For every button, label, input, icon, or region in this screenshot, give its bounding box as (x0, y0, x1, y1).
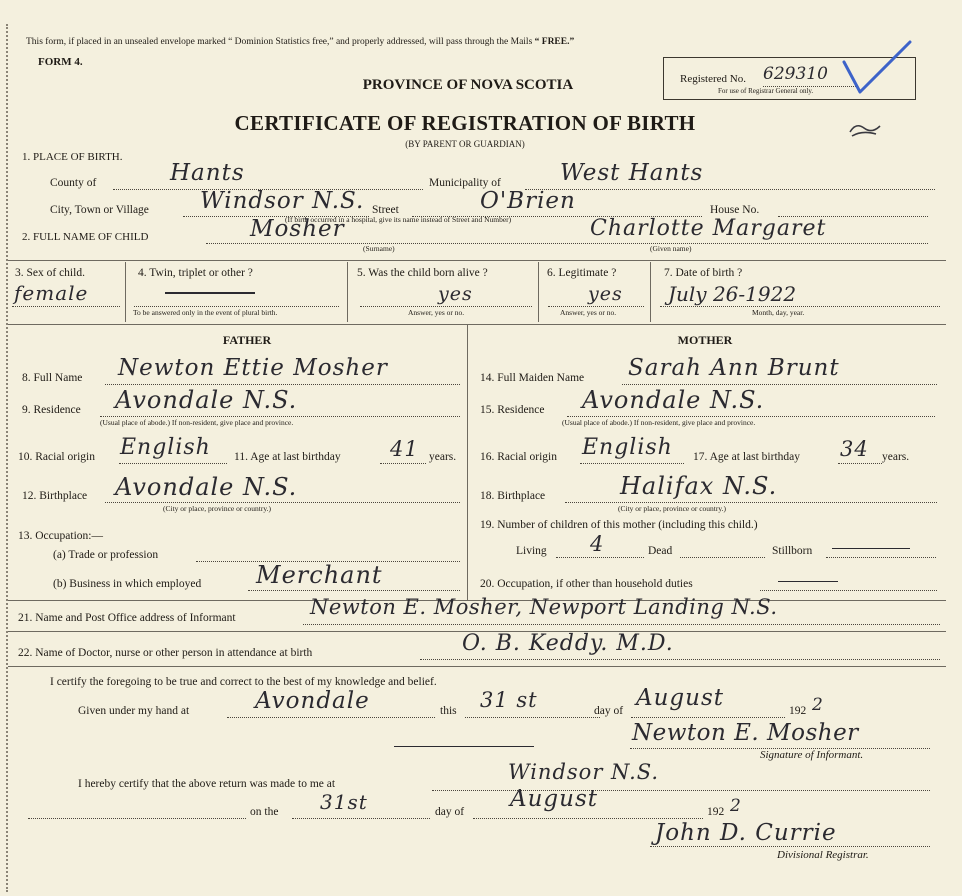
house-number-label: House No. (710, 204, 760, 216)
form-number: FORM 4. (38, 56, 83, 68)
given-day-value: 31 st (480, 688, 538, 712)
mother-racial-value: English (582, 435, 673, 460)
street-label: Street (372, 204, 399, 216)
children-count-label: 19. Number of children of this mother (including this child.) (480, 519, 758, 531)
father-heading: FATHER (222, 333, 272, 347)
informant-value: Newton E. Mosher, Newport Landing N.S. (310, 595, 778, 619)
father-residence-label: 9. Residence (22, 404, 81, 416)
registrar-day-of-label: day of (435, 806, 465, 818)
this-label: this (440, 705, 457, 717)
city-label: City, Town or Village (50, 204, 149, 216)
legitimate-value: yes (588, 283, 623, 305)
registered-label: Registered No. (680, 73, 746, 85)
registered-number: 629310 (763, 64, 828, 84)
mother-birthplace-note: (City or place, province or country.) (618, 504, 727, 513)
registrar-place-value: Windsor N.S. (508, 760, 660, 784)
informant-signature-caption: Signature of Informant. (760, 749, 864, 761)
given-year-prefix: 192 (789, 705, 807, 717)
father-birthplace-label: 12. Birthplace (22, 490, 88, 502)
registrar-certify-label: I hereby certify that the above return was made to me at (78, 778, 336, 790)
mother-residence-value: Avondale N.S. (582, 386, 765, 414)
place-of-birth-label: 1. PLACE OF BIRTH. (22, 151, 123, 163)
registrar-on-the-label: on the (250, 806, 279, 818)
left-margin-edge (6, 24, 8, 892)
mother-name-value: Sarah Ann Brunt (628, 355, 840, 381)
living-value: 4 (590, 532, 605, 556)
legitimate-label: 6. Legitimate ? (547, 267, 617, 279)
municipality-value: West Hants (560, 160, 704, 186)
mother-name-label: 14. Full Maiden Name (480, 372, 585, 384)
father-racial-label: 10. Racial origin (18, 451, 95, 463)
mother-age-unit: years. (882, 451, 910, 463)
mother-occupation-label: 20. Occupation, if other than household duties (480, 578, 693, 590)
surname-caption: (Surname) (363, 244, 395, 253)
certify-statement: I certify the foregoing to be true and correct to the best of my knowledge and belief. (50, 676, 437, 688)
father-residence-note: (Usual place of abode.) If non-resident, give place and province. (100, 418, 294, 427)
mother-residence-note: (Usual place of abode.) If non-resident, give place and province. (562, 418, 756, 427)
alive-label: 5. Was the child born alive ? (357, 267, 488, 279)
mother-birthplace-value: Halifax N.S. (620, 472, 778, 500)
dob-label: 7. Date of birth ? (664, 267, 743, 279)
clip-mark-icon (846, 120, 884, 140)
registrar-year-value: 2 (730, 796, 742, 816)
registrar-use-note: For use of Registrar General only. (718, 87, 814, 95)
sex-value: female (14, 281, 89, 305)
child-given-name: Charlotte Margaret (590, 216, 827, 241)
business-value: Merchant (256, 561, 383, 589)
legitimate-note: Answer, yes or no. (560, 308, 617, 317)
father-name-value: Newton Ettie Mosher (118, 355, 388, 381)
registrar-caption: Divisional Registrar. (777, 849, 869, 861)
informant-signature: Newton E. Mosher (632, 720, 859, 746)
county-value: Hants (170, 160, 245, 186)
dob-value: July 26-1922 (668, 282, 797, 306)
mother-residence-label: 15. Residence (480, 404, 545, 416)
alive-note: Answer, yes or no. (408, 308, 465, 317)
registrar-day-value: 31st (320, 790, 368, 814)
stillborn-label: Stillborn (772, 545, 813, 557)
living-label: Living (516, 545, 547, 557)
father-age-value: 41 (390, 437, 419, 461)
mother-racial-label: 16. Racial origin (480, 451, 557, 463)
father-age-label: 11. Age at last birthday (234, 451, 341, 463)
mother-birthplace-label: 18. Birthplace (480, 490, 546, 502)
mother-age-label: 17. Age at last birthday (693, 451, 800, 463)
informant-label: 21. Name and Post Office address of Informant (18, 612, 236, 624)
alive-value: yes (438, 283, 473, 305)
doctor-value: O. B. Keddy. M.D. (462, 631, 674, 656)
registrar-year-prefix: 192 (707, 806, 725, 818)
doctor-label: 22. Name of Doctor, nurse or other person in attendance at birth (18, 647, 313, 659)
mother-occupation-value-dash (778, 581, 838, 582)
father-racial-value: English (120, 435, 211, 460)
signature-rule (394, 746, 534, 747)
child-name-label: 2. FULL NAME OF CHILD (22, 231, 149, 243)
twin-label: 4. Twin, triplet or other ? (138, 267, 253, 279)
twin-note: To be answered only in the event of plural birth. (133, 308, 278, 317)
registrar-signature: John D. Currie (655, 820, 837, 846)
father-birthplace-value: Avondale N.S. (115, 473, 298, 501)
father-age-unit: years. (429, 451, 457, 463)
stillborn-value-dash (832, 548, 910, 549)
child-surname: Mosher (250, 216, 345, 242)
given-under-hand-label: Given under my hand at (78, 705, 190, 717)
father-birthplace-note: (City or place, province or country.) (163, 504, 272, 513)
given-year-value: 2 (812, 695, 824, 715)
document-title: CERTIFICATE OF REGISTRATION OF BIRTH (234, 111, 696, 135)
dead-label: Dead (648, 545, 673, 557)
check-mark-icon (838, 36, 918, 100)
trade-label: (a) Trade or profession (53, 549, 159, 561)
father-name-label: 8. Full Name (22, 372, 83, 384)
given-month-value: August (636, 685, 725, 711)
county-label: County of (50, 177, 97, 189)
hospital-note: (If birth occurred in a hospital, give its name instead of Street and Number) (285, 215, 512, 224)
occupation-label: 13. Occupation:— (18, 530, 103, 542)
mail-notice: This form, if placed in an unsealed envelope marked “ Dominion Statistics free,” and properly addressed, will pass through the Mails “ FREE.” (26, 37, 575, 47)
business-label: (b) Business in which employed (53, 578, 202, 590)
given-name-caption: (Given name) (650, 244, 692, 253)
document-subtitle: (BY PARENT OR GUARDIAN) (405, 139, 525, 149)
mother-age-value: 34 (840, 437, 869, 461)
dob-note: Month, day, year. (752, 308, 805, 317)
street-value: O'Brien (480, 188, 576, 214)
twin-value-dash (165, 292, 255, 294)
municipality-label: Municipality of (429, 177, 501, 189)
sex-label: 3. Sex of child. (15, 267, 85, 279)
city-value: Windsor N.S. (200, 188, 365, 214)
province-heading: PROVINCE OF NOVA SCOTIA (362, 77, 574, 93)
father-residence-value: Avondale N.S. (115, 386, 298, 414)
registrar-month-value: August (510, 786, 599, 812)
given-day-of-label: day of (594, 705, 624, 717)
given-place-value: Avondale (255, 688, 370, 714)
mother-heading: MOTHER (677, 333, 733, 347)
